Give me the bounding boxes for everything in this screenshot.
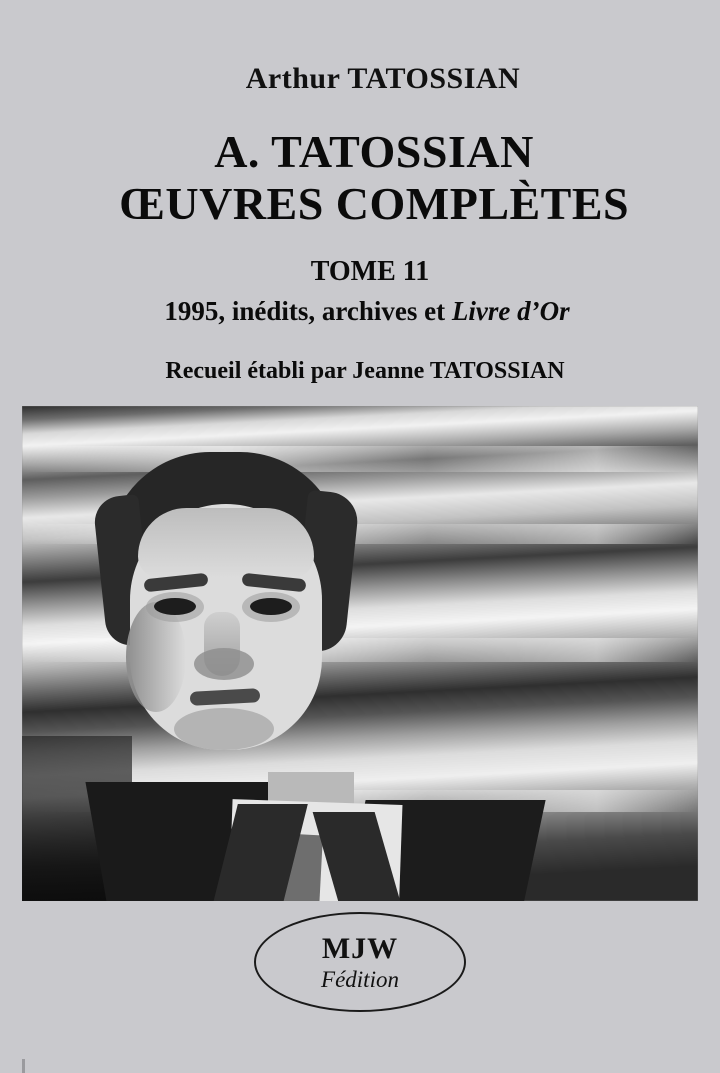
cover-portrait-photo bbox=[22, 406, 698, 901]
nose-shadow bbox=[194, 648, 254, 680]
volume-number: TOME 11 bbox=[310, 256, 430, 287]
author-name: Arthur TATOSSIAN bbox=[245, 62, 521, 95]
eye-left bbox=[154, 598, 196, 615]
page-title bbox=[0, 126, 720, 229]
publisher-logo-initials: MJW bbox=[321, 931, 399, 965]
publisher-logo-name: Fédition bbox=[321, 966, 399, 992]
portrait-figure bbox=[100, 452, 350, 752]
title-line-2: ŒUVRES COMPLÈTES bbox=[118, 177, 630, 229]
spine-mark bbox=[22, 1059, 25, 1073]
title-line-1: A. TATOSSIAN bbox=[214, 126, 534, 177]
subtitle-plain: 1995, inédits, archives et bbox=[164, 296, 452, 326]
chin bbox=[174, 708, 274, 750]
editor-credit: Recueil établi par Jeanne TATOSSIAN bbox=[165, 358, 565, 384]
eye-right bbox=[250, 598, 292, 615]
subtitle bbox=[0, 296, 720, 327]
subtitle-italic: Livre d’Or bbox=[451, 296, 570, 326]
forehead bbox=[138, 508, 314, 578]
publisher-logo bbox=[254, 912, 466, 1012]
